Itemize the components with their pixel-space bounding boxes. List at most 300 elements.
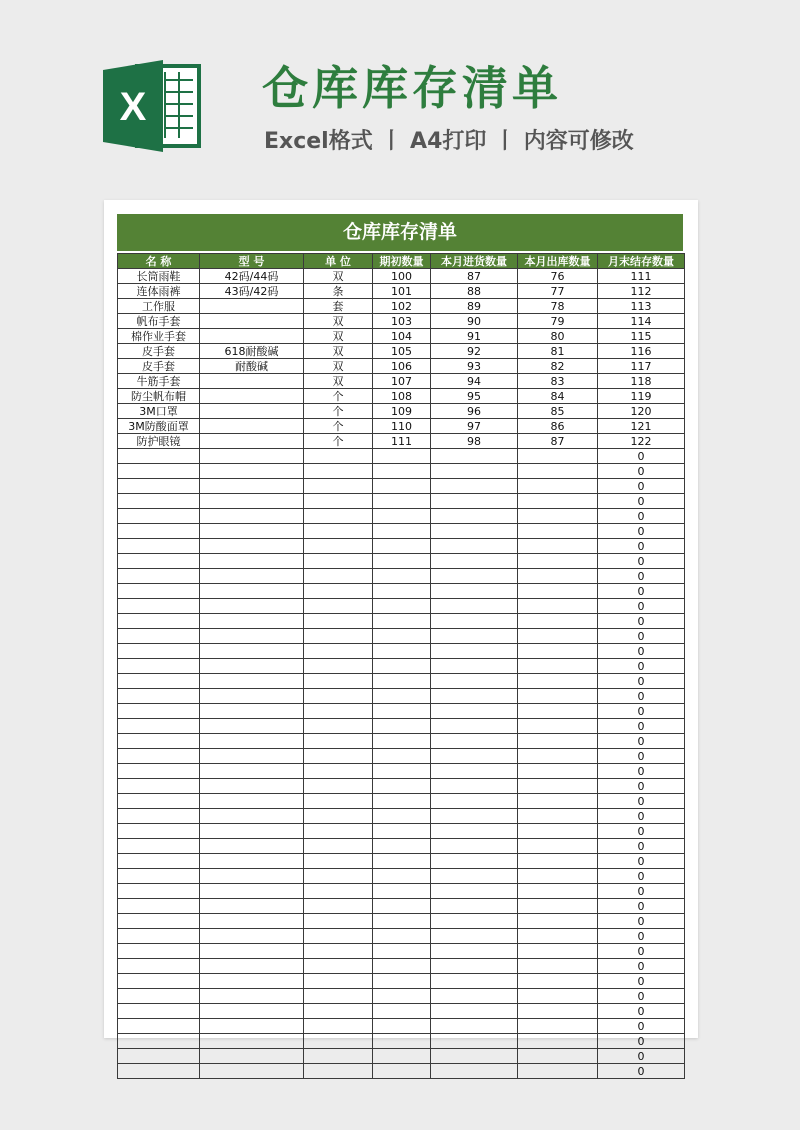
cell-model[interactable] bbox=[200, 479, 304, 494]
cell-incoming-qty[interactable] bbox=[431, 524, 518, 539]
cell-name[interactable] bbox=[118, 794, 200, 809]
cell-opening-qty[interactable]: 105 bbox=[373, 344, 431, 359]
cell-name[interactable] bbox=[118, 974, 200, 989]
cell-incoming-qty[interactable]: 96 bbox=[431, 404, 518, 419]
cell-model[interactable] bbox=[200, 884, 304, 899]
cell-model[interactable] bbox=[200, 644, 304, 659]
cell-closing-qty[interactable]: 0 bbox=[598, 749, 685, 764]
cell-model[interactable] bbox=[200, 419, 304, 434]
cell-closing-qty[interactable]: 0 bbox=[598, 809, 685, 824]
cell-incoming-qty[interactable] bbox=[431, 1019, 518, 1034]
column-header-opening-qty[interactable]: 期初数量 bbox=[373, 254, 431, 269]
cell-outgoing-qty[interactable] bbox=[518, 869, 598, 884]
cell-closing-qty[interactable]: 0 bbox=[598, 824, 685, 839]
cell-closing-qty[interactable]: 0 bbox=[598, 719, 685, 734]
cell-closing-qty[interactable]: 121 bbox=[598, 419, 685, 434]
cell-outgoing-qty[interactable] bbox=[518, 914, 598, 929]
cell-outgoing-qty[interactable] bbox=[518, 899, 598, 914]
cell-model[interactable] bbox=[200, 989, 304, 1004]
cell-unit[interactable] bbox=[304, 929, 373, 944]
cell-model[interactable] bbox=[200, 539, 304, 554]
cell-closing-qty[interactable]: 0 bbox=[598, 479, 685, 494]
cell-opening-qty[interactable]: 101 bbox=[373, 284, 431, 299]
cell-closing-qty[interactable]: 0 bbox=[598, 899, 685, 914]
cell-incoming-qty[interactable] bbox=[431, 644, 518, 659]
cell-outgoing-qty[interactable] bbox=[518, 794, 598, 809]
cell-unit[interactable] bbox=[304, 494, 373, 509]
cell-closing-qty[interactable]: 0 bbox=[598, 1064, 685, 1079]
cell-name[interactable] bbox=[118, 1004, 200, 1019]
cell-opening-qty[interactable] bbox=[373, 749, 431, 764]
cell-closing-qty[interactable]: 0 bbox=[598, 674, 685, 689]
cell-incoming-qty[interactable] bbox=[431, 479, 518, 494]
cell-incoming-qty[interactable] bbox=[431, 584, 518, 599]
cell-outgoing-qty[interactable]: 85 bbox=[518, 404, 598, 419]
cell-name[interactable]: 牛筋手套 bbox=[118, 374, 200, 389]
cell-incoming-qty[interactable] bbox=[431, 494, 518, 509]
cell-opening-qty[interactable] bbox=[373, 599, 431, 614]
cell-incoming-qty[interactable] bbox=[431, 569, 518, 584]
cell-unit[interactable]: 个 bbox=[304, 419, 373, 434]
cell-opening-qty[interactable] bbox=[373, 929, 431, 944]
cell-unit[interactable] bbox=[304, 1064, 373, 1079]
cell-opening-qty[interactable] bbox=[373, 1019, 431, 1034]
cell-outgoing-qty[interactable] bbox=[518, 944, 598, 959]
cell-name[interactable] bbox=[118, 779, 200, 794]
cell-model[interactable] bbox=[200, 494, 304, 509]
cell-unit[interactable] bbox=[304, 824, 373, 839]
cell-unit[interactable] bbox=[304, 674, 373, 689]
cell-opening-qty[interactable] bbox=[373, 629, 431, 644]
cell-unit[interactable] bbox=[304, 959, 373, 974]
cell-outgoing-qty[interactable] bbox=[518, 839, 598, 854]
cell-opening-qty[interactable] bbox=[373, 509, 431, 524]
cell-opening-qty[interactable] bbox=[373, 839, 431, 854]
cell-opening-qty[interactable] bbox=[373, 1034, 431, 1049]
cell-name[interactable] bbox=[118, 569, 200, 584]
cell-unit[interactable] bbox=[304, 479, 373, 494]
column-header-outgoing-qty[interactable]: 本月出库数量 bbox=[518, 254, 598, 269]
cell-model[interactable] bbox=[200, 824, 304, 839]
cell-opening-qty[interactable] bbox=[373, 854, 431, 869]
cell-closing-qty[interactable]: 0 bbox=[598, 524, 685, 539]
cell-model[interactable] bbox=[200, 524, 304, 539]
cell-model[interactable] bbox=[200, 584, 304, 599]
cell-name[interactable]: 帆布手套 bbox=[118, 314, 200, 329]
cell-unit[interactable] bbox=[304, 944, 373, 959]
cell-closing-qty[interactable]: 0 bbox=[598, 839, 685, 854]
cell-unit[interactable] bbox=[304, 569, 373, 584]
cell-unit[interactable] bbox=[304, 554, 373, 569]
cell-closing-qty[interactable]: 0 bbox=[598, 1004, 685, 1019]
cell-outgoing-qty[interactable]: 86 bbox=[518, 419, 598, 434]
cell-incoming-qty[interactable]: 95 bbox=[431, 389, 518, 404]
cell-name[interactable] bbox=[118, 614, 200, 629]
cell-closing-qty[interactable]: 122 bbox=[598, 434, 685, 449]
cell-opening-qty[interactable] bbox=[373, 899, 431, 914]
cell-unit[interactable] bbox=[304, 1049, 373, 1064]
cell-outgoing-qty[interactable] bbox=[518, 974, 598, 989]
cell-unit[interactable]: 套 bbox=[304, 299, 373, 314]
cell-outgoing-qty[interactable] bbox=[518, 704, 598, 719]
cell-unit[interactable] bbox=[304, 614, 373, 629]
cell-outgoing-qty[interactable] bbox=[518, 689, 598, 704]
cell-unit[interactable] bbox=[304, 734, 373, 749]
cell-name[interactable] bbox=[118, 659, 200, 674]
cell-outgoing-qty[interactable] bbox=[518, 929, 598, 944]
cell-closing-qty[interactable]: 112 bbox=[598, 284, 685, 299]
cell-model[interactable] bbox=[200, 809, 304, 824]
cell-opening-qty[interactable] bbox=[373, 539, 431, 554]
cell-model[interactable] bbox=[200, 779, 304, 794]
cell-closing-qty[interactable]: 0 bbox=[598, 629, 685, 644]
cell-unit[interactable] bbox=[304, 749, 373, 764]
cell-name[interactable] bbox=[118, 479, 200, 494]
cell-name[interactable] bbox=[118, 899, 200, 914]
cell-opening-qty[interactable] bbox=[373, 869, 431, 884]
cell-unit[interactable] bbox=[304, 689, 373, 704]
cell-opening-qty[interactable] bbox=[373, 584, 431, 599]
cell-outgoing-qty[interactable]: 78 bbox=[518, 299, 598, 314]
cell-outgoing-qty[interactable] bbox=[518, 719, 598, 734]
cell-unit[interactable]: 个 bbox=[304, 389, 373, 404]
cell-outgoing-qty[interactable] bbox=[518, 1034, 598, 1049]
cell-name[interactable]: 皮手套 bbox=[118, 344, 200, 359]
cell-outgoing-qty[interactable] bbox=[518, 614, 598, 629]
cell-closing-qty[interactable]: 0 bbox=[598, 599, 685, 614]
cell-opening-qty[interactable] bbox=[373, 989, 431, 1004]
cell-model[interactable] bbox=[200, 704, 304, 719]
cell-incoming-qty[interactable] bbox=[431, 509, 518, 524]
cell-outgoing-qty[interactable] bbox=[518, 539, 598, 554]
cell-name[interactable] bbox=[118, 1049, 200, 1064]
cell-opening-qty[interactable]: 104 bbox=[373, 329, 431, 344]
cell-unit[interactable] bbox=[304, 644, 373, 659]
cell-name[interactable] bbox=[118, 1034, 200, 1049]
cell-incoming-qty[interactable] bbox=[431, 839, 518, 854]
cell-closing-qty[interactable]: 115 bbox=[598, 329, 685, 344]
cell-model[interactable]: 耐酸碱 bbox=[200, 359, 304, 374]
cell-name[interactable] bbox=[118, 854, 200, 869]
cell-model[interactable] bbox=[200, 1004, 304, 1019]
cell-unit[interactable] bbox=[304, 794, 373, 809]
cell-unit[interactable]: 双 bbox=[304, 359, 373, 374]
cell-closing-qty[interactable]: 119 bbox=[598, 389, 685, 404]
cell-outgoing-qty[interactable] bbox=[518, 959, 598, 974]
cell-name[interactable] bbox=[118, 734, 200, 749]
cell-model[interactable] bbox=[200, 1064, 304, 1079]
cell-unit[interactable]: 双 bbox=[304, 344, 373, 359]
cell-model[interactable] bbox=[200, 659, 304, 674]
cell-outgoing-qty[interactable] bbox=[518, 854, 598, 869]
cell-opening-qty[interactable] bbox=[373, 554, 431, 569]
cell-unit[interactable] bbox=[304, 719, 373, 734]
cell-closing-qty[interactable]: 117 bbox=[598, 359, 685, 374]
cell-opening-qty[interactable] bbox=[373, 659, 431, 674]
cell-unit[interactable] bbox=[304, 464, 373, 479]
cell-closing-qty[interactable]: 0 bbox=[598, 884, 685, 899]
cell-incoming-qty[interactable] bbox=[431, 809, 518, 824]
cell-outgoing-qty[interactable]: 81 bbox=[518, 344, 598, 359]
cell-model[interactable] bbox=[200, 929, 304, 944]
cell-incoming-qty[interactable] bbox=[431, 449, 518, 464]
cell-opening-qty[interactable] bbox=[373, 809, 431, 824]
cell-name[interactable] bbox=[118, 1019, 200, 1034]
cell-model[interactable] bbox=[200, 569, 304, 584]
cell-outgoing-qty[interactable] bbox=[518, 599, 598, 614]
cell-closing-qty[interactable]: 0 bbox=[598, 914, 685, 929]
column-header-incoming-qty[interactable]: 本月进货数量 bbox=[431, 254, 518, 269]
cell-name[interactable] bbox=[118, 449, 200, 464]
cell-name[interactable] bbox=[118, 944, 200, 959]
cell-model[interactable] bbox=[200, 839, 304, 854]
cell-outgoing-qty[interactable] bbox=[518, 629, 598, 644]
cell-opening-qty[interactable]: 103 bbox=[373, 314, 431, 329]
cell-opening-qty[interactable] bbox=[373, 944, 431, 959]
cell-name[interactable] bbox=[118, 719, 200, 734]
cell-incoming-qty[interactable] bbox=[431, 704, 518, 719]
cell-incoming-qty[interactable] bbox=[431, 869, 518, 884]
cell-incoming-qty[interactable]: 98 bbox=[431, 434, 518, 449]
cell-name[interactable] bbox=[118, 929, 200, 944]
cell-model[interactable] bbox=[200, 1034, 304, 1049]
cell-closing-qty[interactable]: 0 bbox=[598, 869, 685, 884]
cell-unit[interactable] bbox=[304, 884, 373, 899]
cell-name[interactable] bbox=[118, 959, 200, 974]
cell-model[interactable] bbox=[200, 299, 304, 314]
cell-outgoing-qty[interactable] bbox=[518, 1064, 598, 1079]
cell-incoming-qty[interactable] bbox=[431, 764, 518, 779]
cell-opening-qty[interactable] bbox=[373, 974, 431, 989]
cell-outgoing-qty[interactable]: 83 bbox=[518, 374, 598, 389]
cell-model[interactable] bbox=[200, 509, 304, 524]
cell-unit[interactable] bbox=[304, 974, 373, 989]
column-header-unit[interactable]: 单 位 bbox=[304, 254, 373, 269]
cell-outgoing-qty[interactable]: 77 bbox=[518, 284, 598, 299]
cell-model[interactable] bbox=[200, 719, 304, 734]
cell-outgoing-qty[interactable] bbox=[518, 524, 598, 539]
cell-model[interactable] bbox=[200, 734, 304, 749]
cell-incoming-qty[interactable] bbox=[431, 779, 518, 794]
cell-unit[interactable] bbox=[304, 869, 373, 884]
cell-name[interactable] bbox=[118, 554, 200, 569]
cell-outgoing-qty[interactable] bbox=[518, 569, 598, 584]
cell-unit[interactable] bbox=[304, 599, 373, 614]
cell-unit[interactable] bbox=[304, 764, 373, 779]
cell-unit[interactable] bbox=[304, 539, 373, 554]
cell-model[interactable]: 43码/42码 bbox=[200, 284, 304, 299]
cell-incoming-qty[interactable] bbox=[431, 749, 518, 764]
cell-outgoing-qty[interactable] bbox=[518, 659, 598, 674]
cell-opening-qty[interactable] bbox=[373, 914, 431, 929]
cell-unit[interactable] bbox=[304, 1019, 373, 1034]
cell-incoming-qty[interactable] bbox=[431, 914, 518, 929]
column-header-model[interactable]: 型 号 bbox=[200, 254, 304, 269]
cell-outgoing-qty[interactable] bbox=[518, 494, 598, 509]
cell-incoming-qty[interactable] bbox=[431, 989, 518, 1004]
cell-unit[interactable]: 个 bbox=[304, 434, 373, 449]
cell-closing-qty[interactable]: 111 bbox=[598, 269, 685, 284]
cell-unit[interactable] bbox=[304, 899, 373, 914]
cell-opening-qty[interactable] bbox=[373, 464, 431, 479]
cell-unit[interactable] bbox=[304, 629, 373, 644]
cell-model[interactable]: 618耐酸碱 bbox=[200, 344, 304, 359]
cell-opening-qty[interactable] bbox=[373, 524, 431, 539]
cell-incoming-qty[interactable] bbox=[431, 929, 518, 944]
cell-name[interactable] bbox=[118, 629, 200, 644]
cell-incoming-qty[interactable] bbox=[431, 899, 518, 914]
cell-closing-qty[interactable]: 0 bbox=[598, 1049, 685, 1064]
cell-outgoing-qty[interactable] bbox=[518, 989, 598, 1004]
cell-outgoing-qty[interactable] bbox=[518, 674, 598, 689]
cell-model[interactable] bbox=[200, 599, 304, 614]
cell-incoming-qty[interactable]: 93 bbox=[431, 359, 518, 374]
cell-model[interactable] bbox=[200, 899, 304, 914]
cell-model[interactable] bbox=[200, 854, 304, 869]
cell-name[interactable] bbox=[118, 809, 200, 824]
cell-name[interactable] bbox=[118, 869, 200, 884]
cell-outgoing-qty[interactable] bbox=[518, 554, 598, 569]
cell-closing-qty[interactable]: 120 bbox=[598, 404, 685, 419]
cell-incoming-qty[interactable] bbox=[431, 464, 518, 479]
cell-closing-qty[interactable]: 0 bbox=[598, 614, 685, 629]
cell-name[interactable]: 工作服 bbox=[118, 299, 200, 314]
cell-model[interactable] bbox=[200, 869, 304, 884]
cell-closing-qty[interactable]: 0 bbox=[598, 554, 685, 569]
cell-name[interactable] bbox=[118, 764, 200, 779]
cell-incoming-qty[interactable] bbox=[431, 1064, 518, 1079]
cell-name[interactable] bbox=[118, 839, 200, 854]
cell-incoming-qty[interactable] bbox=[431, 599, 518, 614]
cell-model[interactable] bbox=[200, 374, 304, 389]
column-header-name[interactable]: 名 称 bbox=[118, 254, 200, 269]
cell-opening-qty[interactable] bbox=[373, 674, 431, 689]
cell-closing-qty[interactable]: 0 bbox=[598, 974, 685, 989]
cell-incoming-qty[interactable] bbox=[431, 884, 518, 899]
cell-outgoing-qty[interactable] bbox=[518, 884, 598, 899]
cell-incoming-qty[interactable] bbox=[431, 539, 518, 554]
cell-opening-qty[interactable]: 108 bbox=[373, 389, 431, 404]
cell-opening-qty[interactable]: 106 bbox=[373, 359, 431, 374]
cell-model[interactable] bbox=[200, 434, 304, 449]
cell-opening-qty[interactable]: 110 bbox=[373, 419, 431, 434]
cell-opening-qty[interactable] bbox=[373, 779, 431, 794]
cell-closing-qty[interactable]: 0 bbox=[598, 734, 685, 749]
cell-model[interactable]: 42码/44码 bbox=[200, 269, 304, 284]
cell-unit[interactable] bbox=[304, 914, 373, 929]
cell-name[interactable] bbox=[118, 989, 200, 1004]
cell-incoming-qty[interactable] bbox=[431, 1049, 518, 1064]
cell-opening-qty[interactable] bbox=[373, 1049, 431, 1064]
cell-unit[interactable]: 条 bbox=[304, 284, 373, 299]
cell-name[interactable]: 防护眼镜 bbox=[118, 434, 200, 449]
cell-closing-qty[interactable]: 0 bbox=[598, 929, 685, 944]
cell-opening-qty[interactable] bbox=[373, 824, 431, 839]
cell-name[interactable] bbox=[118, 509, 200, 524]
cell-model[interactable] bbox=[200, 944, 304, 959]
cell-closing-qty[interactable]: 0 bbox=[598, 1034, 685, 1049]
cell-incoming-qty[interactable] bbox=[431, 674, 518, 689]
cell-opening-qty[interactable] bbox=[373, 614, 431, 629]
cell-outgoing-qty[interactable]: 87 bbox=[518, 434, 598, 449]
cell-opening-qty[interactable]: 100 bbox=[373, 269, 431, 284]
cell-unit[interactable] bbox=[304, 584, 373, 599]
cell-model[interactable] bbox=[200, 314, 304, 329]
cell-model[interactable] bbox=[200, 404, 304, 419]
cell-outgoing-qty[interactable] bbox=[518, 1049, 598, 1064]
cell-unit[interactable] bbox=[304, 659, 373, 674]
cell-opening-qty[interactable] bbox=[373, 734, 431, 749]
cell-incoming-qty[interactable]: 91 bbox=[431, 329, 518, 344]
cell-incoming-qty[interactable] bbox=[431, 689, 518, 704]
cell-outgoing-qty[interactable] bbox=[518, 779, 598, 794]
cell-name[interactable] bbox=[118, 494, 200, 509]
cell-closing-qty[interactable]: 0 bbox=[598, 764, 685, 779]
cell-outgoing-qty[interactable]: 80 bbox=[518, 329, 598, 344]
cell-incoming-qty[interactable]: 88 bbox=[431, 284, 518, 299]
cell-unit[interactable]: 双 bbox=[304, 269, 373, 284]
cell-unit[interactable] bbox=[304, 839, 373, 854]
cell-unit[interactable] bbox=[304, 809, 373, 824]
cell-closing-qty[interactable]: 0 bbox=[598, 944, 685, 959]
cell-incoming-qty[interactable]: 90 bbox=[431, 314, 518, 329]
cell-unit[interactable] bbox=[304, 1004, 373, 1019]
cell-name[interactable] bbox=[118, 884, 200, 899]
cell-name[interactable] bbox=[118, 674, 200, 689]
cell-model[interactable] bbox=[200, 1049, 304, 1064]
cell-opening-qty[interactable] bbox=[373, 959, 431, 974]
cell-model[interactable] bbox=[200, 449, 304, 464]
cell-name[interactable] bbox=[118, 464, 200, 479]
cell-incoming-qty[interactable] bbox=[431, 734, 518, 749]
cell-closing-qty[interactable]: 0 bbox=[598, 644, 685, 659]
cell-incoming-qty[interactable] bbox=[431, 944, 518, 959]
cell-model[interactable] bbox=[200, 614, 304, 629]
cell-incoming-qty[interactable] bbox=[431, 1034, 518, 1049]
cell-closing-qty[interactable]: 0 bbox=[598, 704, 685, 719]
cell-unit[interactable] bbox=[304, 509, 373, 524]
cell-name[interactable] bbox=[118, 539, 200, 554]
cell-outgoing-qty[interactable] bbox=[518, 809, 598, 824]
cell-name[interactable]: 连体雨裤 bbox=[118, 284, 200, 299]
cell-model[interactable] bbox=[200, 764, 304, 779]
cell-incoming-qty[interactable]: 92 bbox=[431, 344, 518, 359]
cell-name[interactable]: 3M口罩 bbox=[118, 404, 200, 419]
cell-incoming-qty[interactable] bbox=[431, 554, 518, 569]
cell-unit[interactable]: 双 bbox=[304, 314, 373, 329]
cell-outgoing-qty[interactable]: 79 bbox=[518, 314, 598, 329]
cell-outgoing-qty[interactable] bbox=[518, 464, 598, 479]
cell-opening-qty[interactable] bbox=[373, 449, 431, 464]
cell-closing-qty[interactable]: 0 bbox=[598, 854, 685, 869]
cell-closing-qty[interactable]: 0 bbox=[598, 494, 685, 509]
cell-unit[interactable] bbox=[304, 524, 373, 539]
cell-model[interactable] bbox=[200, 974, 304, 989]
cell-name[interactable] bbox=[118, 584, 200, 599]
cell-incoming-qty[interactable] bbox=[431, 719, 518, 734]
cell-opening-qty[interactable] bbox=[373, 644, 431, 659]
cell-incoming-qty[interactable]: 94 bbox=[431, 374, 518, 389]
cell-closing-qty[interactable]: 116 bbox=[598, 344, 685, 359]
cell-incoming-qty[interactable]: 89 bbox=[431, 299, 518, 314]
cell-unit[interactable] bbox=[304, 989, 373, 1004]
cell-name[interactable] bbox=[118, 644, 200, 659]
cell-name[interactable] bbox=[118, 914, 200, 929]
cell-outgoing-qty[interactable] bbox=[518, 479, 598, 494]
cell-outgoing-qty[interactable] bbox=[518, 749, 598, 764]
cell-incoming-qty[interactable] bbox=[431, 824, 518, 839]
cell-model[interactable] bbox=[200, 959, 304, 974]
